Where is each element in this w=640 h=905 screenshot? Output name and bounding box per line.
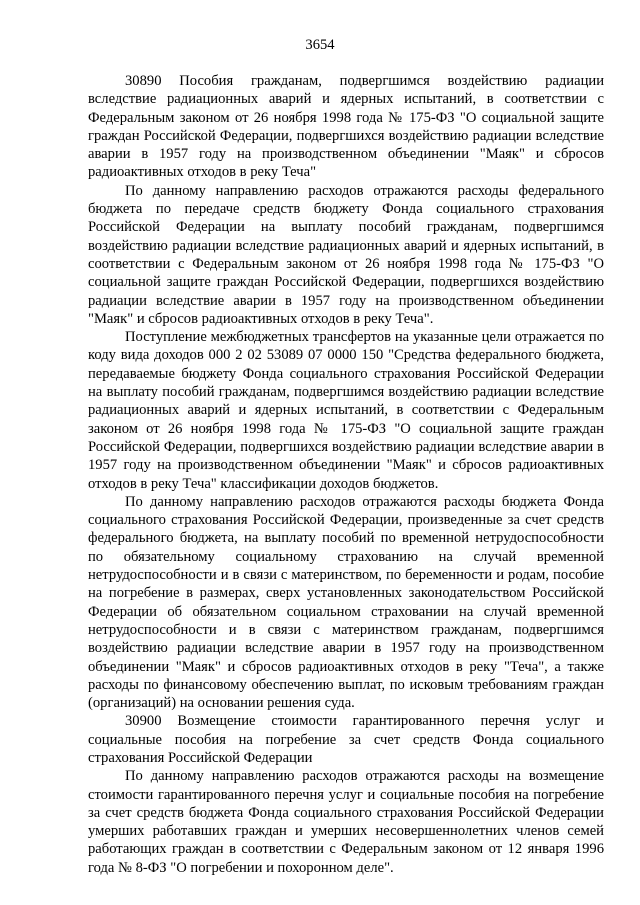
page-number: 3654 bbox=[305, 37, 335, 53]
paragraph-30900-description: По данному направлению расходов отражаются расходы на возмещение стоимости гарантированного перечня услуг и социальные пособия на погребение за счет средств бюджета Фонда социального страхования Российской Федерации умерших работавших граждан и умерших несовершеннолетних членов семей работающих граждан в соответствии с Федеральным законом от 12 января 1996 года № 8-ФЗ "О погребении и похоронном деле". bbox=[88, 768, 604, 876]
paragraph-30890-description: По данному направлению расходов отражаются расходы федерального бюджета по передаче средств бюджету Фонда социального страхования Российской Федерации на выплату пособий гражданам, подвергшимся воздействию радиации вследствие радиационных аварий и ядерных испытаний, в соответствии с Федеральным законом от 26 ноября 1998 года № 175-ФЗ "О социальной защите граждан Российской Федерации, подвергшихся воздействию радиации вследствие аварии в 1957 году на производственном объединении "Маяк" и сбросов радиоактивных отходов в реку Теча". bbox=[88, 182, 604, 327]
paragraph-30890-heading: 30890 Пособия гражданам, подвергшимся воздействию радиации вследствие радиационных аварий и ядерных испытаний, в соответствии с Федеральным законом от 26 ноября 1998 года № 175-ФЗ "О социальной защите граждан Российской Федерации, подвергшихся воздействию радиации вследствие аварии в 1957 году на производственном объединении "Маяк" и сбросов радиоактивных отходов в реку Теча" bbox=[88, 73, 604, 181]
paragraph-30890-revenue-code: Поступление межбюджетных трансфертов на указанные цели отражается по коду вида доходов 000 2 02 53089 07 0000 150 "Средства федерального бюджета, передаваемые бюджету Фонда социального страхования Российской Федерации на выплату пособий гражданам, подвергшимся воздействию радиации вследствие радиационных аварий и ядерных испытаний, в соответствии с Федеральным законом от 26 ноября 1998 года № 175-ФЗ "О социальной защите граждан Российской Федерации, подвергшихся воздействию радиации вследствие аварии в 1957 году на производственном объединении "Маяк" и сбросов радиоактивных отходов в реку Теча" классификации доходов бюджетов. bbox=[88, 329, 604, 492]
document-body bbox=[88, 72, 604, 877]
paragraph-30900-heading: 30900 Возмещение стоимости гарантированного перечня услуг и социальные пособия на погребение за счет средств Фонда социального страхования Российской Федерации bbox=[88, 713, 604, 766]
paragraph-30890-fss-expenses: По данному направлению расходов отражаются расходы бюджета Фонда социального страхования Российской Федерации, произведенные за счет средств федерального бюджета, на выплату пособий по временной нетрудоспособности по обязательному социальному страхованию на случай временной нетрудоспособности и в связи с материнством, по беременности и родам, пособие на погребение в размерах, сверх установленных законодательством Российской Федерации об обязательном социальном страховании на случай временной нетрудоспособности и в связи с материнством гражданам, подвергшимся воздействию радиации вследствие аварии в 1957 году на производственном объединении "Маяк" и сбросов радиоактивных отходов в реку "Теча", а также расходы по финансовому обеспечению выплат, по исковым требованиям граждан (организаций) на основании решения суда. bbox=[88, 493, 604, 712]
